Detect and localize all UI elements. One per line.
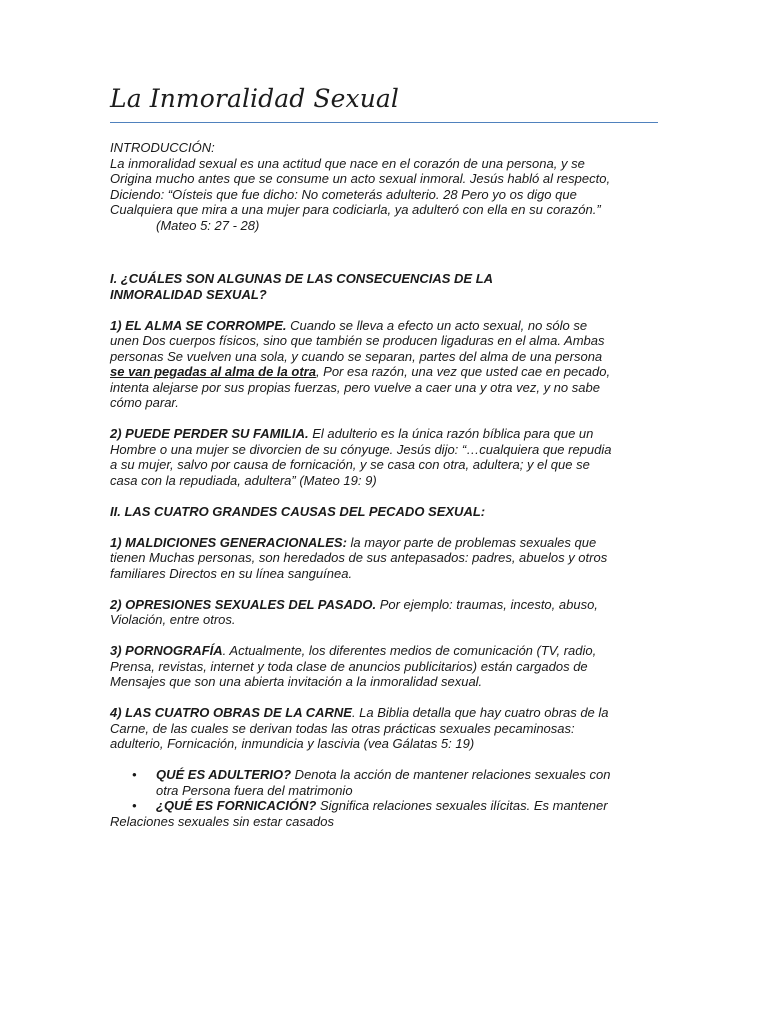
item-text: la mayor parte de problemas sexuales que (346, 534, 597, 550)
emphasized-phrase: se van pegadas al alma de la otra (110, 364, 316, 379)
bullet-icon: • (132, 798, 137, 813)
item-label: 2) OPRESIONES SEXUALES DEL PASADO. (110, 596, 377, 612)
bullet-item (110, 767, 670, 798)
item-text: familiares Directos en su línea sanguínea. (110, 565, 353, 581)
bullet-item (110, 798, 670, 829)
item-text: casa con la repudiada, adultera” (Mateo 19: 9) (110, 472, 377, 488)
item-label: 1) MALDICIONES GENERACIONALES: (110, 534, 347, 550)
item-label: 2) PUEDE PERDER SU FAMILIA. (110, 426, 309, 441)
section-heading: INMORALIDAD SEXUAL? (110, 286, 267, 302)
bullet-text: otra Persona fuera del matrimonio (156, 782, 353, 798)
spacer (110, 233, 670, 271)
intro-section (110, 140, 670, 233)
item-text: unen Dos cuerpos físicos, sino que también se producen ligaduras en el alma. Ambas (110, 333, 605, 348)
section-heading: II. LAS CUATRO GRANDES CAUSAS DEL PECADO SEXUAL: (110, 503, 486, 519)
item-text: a su mujer, salvo por causa de fornicación, y se casa con otra, adultera; y el que se (110, 457, 590, 472)
item-text: Por ejemplo: traumas, incesto, abuso, (376, 596, 598, 612)
item-text: tienen Muchas personas, son heredados de sus antepasados: padres, abuelos y otros (110, 550, 608, 565)
intro-line: La inmoralidad sexual es una actitud que nace en el corazón de una persona, y se (110, 155, 585, 171)
item-text: personas Se vuelven una sola, y cuando se separan, partes del alma de una persona (110, 348, 603, 364)
item-text: El adulterio es la única razón bíblica para que un (308, 426, 594, 441)
document-body (110, 140, 670, 829)
item-text: Cuando se lleva a efecto un acto sexual, no sólo se (286, 317, 588, 333)
intro-reference: (Mateo 5: 27 - 28) (156, 217, 260, 233)
item-text: , Por esa razón, una vez que usted cae en pecado, (315, 364, 611, 379)
item-text: Mensajes que son una abierta invitación a la inmoralidad sexual. (110, 674, 483, 689)
spacer (110, 411, 670, 427)
spacer (110, 519, 670, 535)
bullet-text: Denota la acción de mantener relaciones sexuales con (291, 767, 611, 782)
bullet-icon: • (132, 767, 137, 782)
item-text: Prensa, revistas, internet y toda clase de anuncios publicitarios) están cargados de (110, 658, 588, 674)
item-text: Carne, de las cuales se derivan todas las otras prácticas sexuales pecaminosas: (110, 720, 575, 736)
item-label: 3) PORNOGRAFÍA (110, 643, 223, 658)
intro-heading: INTRODUCCIÓN: (110, 140, 215, 155)
item-label: 1) EL ALMA SE CORROMPE. (110, 317, 287, 333)
bullet-text: Relaciones sexuales sin estar casados (110, 813, 335, 829)
intro-line: Diciendo: “Oísteis que fue dicho: No cometerás adulterio. 28 Pero yo os digo que (110, 186, 577, 202)
spacer (110, 690, 670, 706)
spacer (110, 488, 670, 504)
spacer (110, 752, 670, 768)
cause-item-2 (110, 597, 670, 628)
bullet-label: ¿QUÉ ES FORNICACIÓN? (156, 798, 317, 813)
document-title: La Inmoralidad Sexual (110, 84, 400, 113)
spacer (110, 581, 670, 597)
consequence-item-1 (110, 318, 670, 411)
item-text: Hombre o una mujer se divorcien de su cónyuge. Jesús dijo: “…cualquiera que repudia (110, 441, 612, 457)
cause-item-1 (110, 535, 670, 582)
spacer (110, 302, 670, 318)
item-text: . Actualmente, los diferentes medios de comunicación (TV, radio, (222, 643, 597, 658)
bullet-label: QUÉ ES ADULTERIO? (156, 767, 292, 782)
bullet-list (110, 767, 670, 829)
item-text: . La Biblia detalla que hay cuatro obras de la (351, 705, 609, 720)
cause-item-3 (110, 643, 670, 690)
spacer (110, 628, 670, 644)
item-label: 4) LAS CUATRO OBRAS DE LA CARNE (110, 705, 352, 720)
item-text: cómo parar. (110, 395, 179, 410)
title-underline-rule (110, 122, 658, 123)
item-text: Violación, entre otros. (110, 612, 236, 627)
item-text: intenta alejarse por sus propias fuerzas, pero vuelve a caer una y otra vez, y no sabe (110, 379, 600, 395)
section-heading: I. ¿CUÁLES SON ALGUNAS DE LAS CONSECUENCIAS DE LA (110, 271, 494, 286)
item-text: adulterio, Fornicación, inmundicia y lascivia (vea Gálatas 5: 19) (110, 736, 475, 751)
intro-line: Origina mucho antes que se consume un acto sexual inmoral. Jesús habló al respecto, (110, 171, 611, 186)
section-causes (110, 504, 670, 830)
bullet-text: Significa relaciones sexuales ilícitas. Es mantener (316, 798, 608, 813)
section-consequences (110, 271, 670, 488)
cause-item-4 (110, 705, 670, 752)
intro-line: Cualquiera que mira a una mujer para codiciarla, ya adulteró con ella en su corazón.” (110, 202, 601, 217)
consequence-item-2 (110, 426, 670, 488)
